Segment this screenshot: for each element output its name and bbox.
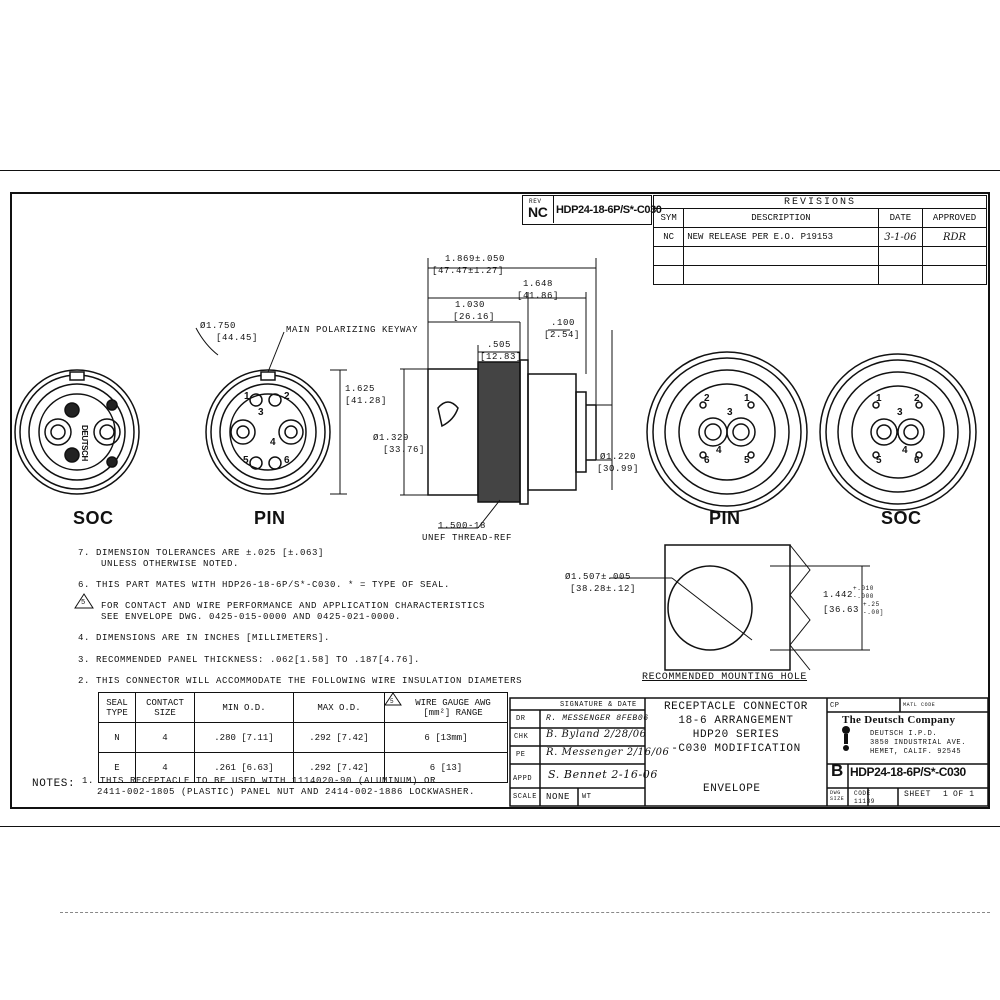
note-4: 4. DIMENSIONS ARE IN INCHES [MILLIMETERS]. — [78, 633, 331, 643]
sheet-of: OF 1 — [953, 790, 975, 799]
wire-row-1-min: .280 [7.11] — [195, 723, 294, 753]
note-5-line-1: FOR CONTACT AND WIRE PERFORMANCE AND APPLICATION CHARACTERISTICS — [101, 601, 486, 611]
drawing-title-line-3: HDP20 SERIES — [692, 729, 780, 741]
dr-value: R. MESSENGER 8FEB06 — [546, 714, 649, 723]
connector-side-view — [428, 360, 596, 504]
dim-keyway: MAIN POLARIZING KEYWAY — [286, 325, 419, 335]
drawing-size-letter: B — [831, 761, 844, 780]
wire-row-1-size: 4 — [136, 723, 195, 753]
soc-right-number-2: 2 — [914, 393, 920, 404]
wire-row-1-gauge: 6 [13mm] — [385, 723, 508, 753]
dim-len-100-mm: [2.54] — [544, 330, 581, 340]
chk-signature: B. Byland 2/28/06 — [546, 729, 647, 740]
dim-hole-flat-mm: [36.63 — [823, 605, 860, 615]
pin-right-number-3: 3 — [727, 407, 733, 418]
note-5-line-2: SEE ENVELOPE DWG. 0425-015-0000 AND 0425-021-0000. — [101, 612, 402, 622]
code-value: 11139 — [854, 798, 876, 805]
dim-len-1648: 1.648 — [523, 279, 554, 289]
wire-insulation-table — [98, 692, 508, 783]
dim-height-1625: 1.625 — [345, 384, 376, 394]
rev-header-date: DATE — [878, 209, 922, 228]
revisions-title: REVISIONS — [654, 196, 987, 209]
drawing-title-line-4: -C030 MODIFICATION — [671, 743, 801, 755]
dim-dia-1220: Ø1.220 — [600, 452, 637, 462]
dim-len-100: .100 — [551, 318, 576, 328]
company-name: The Deutsch Company — [842, 714, 956, 726]
rev-row-description: NEW RELEASE PER E.O. P19153 — [684, 228, 878, 247]
pe-signature: R. Messenger 2/16/06 — [546, 747, 670, 758]
dim-len-1030-mm: [26.16] — [453, 312, 496, 322]
pin-left-number-6: 6 — [284, 455, 290, 466]
note-2: 2. THIS CONNECTOR WILL ACCOMMODATE THE FOLLOWING WIRE INSULATION DIAMETERS — [78, 676, 523, 686]
dim-hole-dia: Ø1.507±.005 — [565, 572, 632, 582]
appd-signature: S. Bennet 2-16-06 — [548, 768, 658, 781]
address-line-2: 3850 INDUSTRIAL AVE. — [870, 739, 967, 747]
drawing-title-line-2: 18-6 ARRANGEMENT — [678, 715, 794, 727]
dim-len-505-mm: [12.83] — [480, 352, 523, 362]
cp-label: CP — [830, 702, 840, 710]
dim-hole-flat-mm-tol-top: +.25 — [863, 601, 880, 608]
dwg-size-label: DWG SIZE — [830, 790, 845, 802]
view-title-soc-right: SOC — [881, 508, 922, 528]
notes-label: NOTES: — [32, 778, 76, 790]
note-1-line-2: 2411-002-1805 (PLASTIC) PANEL NUT AND 2414-002-1886 LOCKWASHER. — [97, 787, 476, 797]
wire-header-contact-size: CONTACT SIZE — [136, 693, 195, 723]
dim-len-1869-mm: [47.47±1.27] — [432, 266, 505, 276]
dim-hole-flat-tol-bottom: -.000 — [853, 593, 875, 600]
deutsch-logo-icon — [842, 726, 850, 751]
note-7-line-1: 7. DIMENSION TOLERANCES ARE ±.025 [±.063] — [78, 548, 325, 558]
pin-right-number-2: 2 — [704, 393, 710, 404]
pin-right-face-view — [647, 352, 807, 512]
dim-hole-flat-mm-tol-bottom: -.00] — [863, 609, 885, 616]
envelope-label: ENVELOPE — [703, 783, 761, 795]
wire-row-1-max: .292 [7.42] — [294, 723, 385, 753]
matl-code-label: MATL CODE — [903, 702, 936, 708]
wire-header-gauge: WIRE GAUGE AWG [mm²] RANGE — [385, 693, 508, 723]
dim-len-1648-mm: [41.86] — [517, 291, 560, 301]
dim-dia-1329: Ø1.329 — [373, 433, 410, 443]
sig-header: SIGNATURE & DATE — [560, 701, 637, 709]
pin-left-face-view — [206, 370, 330, 494]
wire-row-2-seal: E — [99, 753, 136, 783]
address-line-1: DEUTSCH I.P.D. — [870, 730, 938, 738]
dim-hole-dia-mm: [38.28±.12] — [570, 584, 637, 594]
view-title-pin-right: PIN — [709, 508, 741, 528]
pin-left-number-5: 5 — [243, 455, 249, 466]
soc-right-number-3: 3 — [897, 407, 903, 418]
drawing-title — [645, 700, 827, 756]
rev-row-sym: NC — [654, 228, 684, 247]
wire-row-1-seal: N — [99, 723, 136, 753]
wire-row-2-min: .261 [6.63] — [195, 753, 294, 783]
code-label: CODE — [854, 790, 871, 797]
note-5-number: 5 — [81, 599, 86, 607]
soc-right-number-1: 1 — [876, 393, 882, 404]
dim-hole-flat-tol-top: +.010 — [853, 585, 875, 592]
drawing-number: HDP24-18-6P/S*-C030 — [850, 765, 966, 779]
wire-row-2-gauge: 6 [13] — [385, 753, 508, 783]
pin-right-number-5: 5 — [744, 455, 750, 466]
soc-left-face-view — [15, 370, 139, 494]
pin-right-number-4: 4 — [716, 445, 722, 456]
sheet-value: 1 — [943, 790, 949, 799]
dim-dia-1220-mm: [30.99] — [597, 464, 640, 474]
wt-label: WT — [582, 793, 592, 801]
dim-thread-ref: UNEF THREAD-REF — [422, 533, 513, 543]
dim-height-1625-mm: [41.28] — [345, 396, 388, 406]
wire-header-seal-type: SEAL TYPE — [99, 693, 136, 723]
appd-label: APPD — [513, 775, 533, 783]
pin-left-number-2: 2 — [284, 391, 290, 402]
dim-len-1030: 1.030 — [455, 300, 486, 310]
pe-label: PE — [516, 751, 526, 759]
rev-label: REV — [529, 198, 542, 205]
mounting-hole-title: RECOMMENDED MOUNTING HOLE — [642, 672, 808, 683]
soc-right-face-view — [820, 354, 976, 510]
pin-left-number-3: 3 — [258, 407, 264, 418]
dim-thread-size: 1.500-18 — [438, 521, 487, 531]
dim-hole-flat: 1.442 — [823, 590, 854, 600]
scale-value: NONE — [546, 792, 571, 802]
sheet-label: SHEET — [904, 790, 932, 799]
soc-right-number-5: 5 — [876, 455, 882, 466]
dim-dia-1750-mm: [44.45] — [216, 333, 259, 343]
rev-row-date: 3-1-06 — [878, 228, 922, 247]
rev-row-approved: RDR — [923, 228, 987, 247]
rev-header-description: DESCRIPTION — [684, 209, 878, 228]
dim-len-505: .505 — [487, 340, 512, 350]
wire-row-2-size: 4 — [136, 753, 195, 783]
wire-header-flag-number: 5 — [390, 698, 395, 705]
rev-header-sym: SYM — [654, 209, 684, 228]
insert-brand-text: DEUTSCH — [80, 425, 89, 461]
dim-dia-1750: Ø1.750 — [200, 321, 237, 331]
dim-dia-1329-mm: [33.76] — [383, 445, 426, 455]
wire-header-max-od: MAX O.D. — [294, 693, 385, 723]
soc-right-number-6: 6 — [914, 455, 920, 466]
pin-left-number-1: 1 — [244, 391, 250, 402]
dim-len-1869: 1.869±.050 — [445, 254, 506, 264]
pin-right-number-1: 1 — [744, 393, 750, 404]
view-title-soc-left: SOC — [73, 508, 114, 528]
rev-header-approved: APPROVED — [923, 209, 987, 228]
rev-part-number: HDP24-18-6P/S*-C030 — [556, 204, 662, 216]
pin-right-number-6: 6 — [704, 455, 710, 466]
note-1-line-1: 1. THIS RECEPTACLE TO BE USED WITH 1114020-90 (ALUMINUM) OR — [82, 776, 437, 786]
wire-header-min-od: MIN O.D. — [195, 693, 294, 723]
address-line-3: HEMET, CALIF. 92545 — [870, 748, 962, 756]
drawing-title-line-1: RECEPTACLE CONNECTOR — [663, 701, 809, 713]
note-6: 6. THIS PART MATES WITH HDP26-18-6P/S*-C030. * = TYPE OF SEAL. — [78, 580, 451, 590]
pin-left-number-4: 4 — [270, 437, 276, 448]
note-3: 3. RECOMMENDED PANEL THICKNESS: .062[1.58] TO .187[4.76]. — [78, 655, 421, 665]
dr-label: DR — [516, 715, 526, 723]
view-title-pin-left: PIN — [254, 508, 286, 528]
soc-right-number-4: 4 — [902, 445, 908, 456]
wire-row-2-max: .292 [7.42] — [294, 753, 385, 783]
scale-label: SCALE — [513, 793, 538, 801]
chk-label: CHK — [514, 733, 529, 741]
rev-value: NC — [528, 204, 548, 220]
note-7-line-2: UNLESS OTHERWISE NOTED. — [101, 559, 240, 569]
